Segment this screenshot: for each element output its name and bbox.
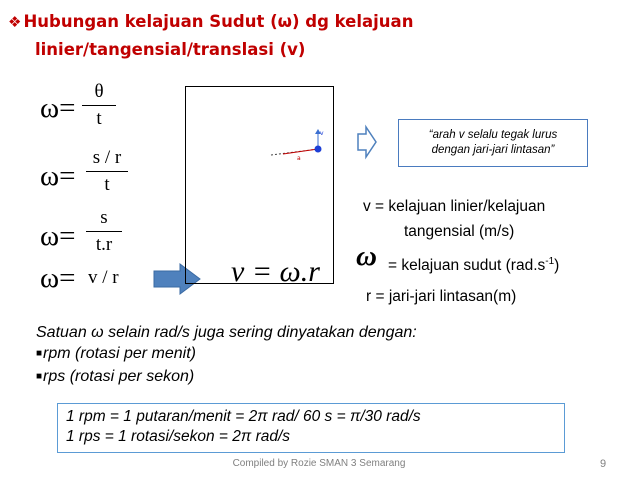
footer-credit: Compiled by Rozie SMAN 3 Semarang: [232, 458, 406, 469]
fraction-numerator: s: [100, 207, 108, 228]
vector-label-a: a: [297, 155, 301, 162]
outline-arrow-icon: [356, 124, 378, 160]
square-bullet-icon: ■: [36, 371, 43, 382]
fraction-denominator: t: [104, 174, 110, 195]
fraction-numerator: θ: [94, 81, 104, 102]
diamond-bullet-icon: ❖: [8, 13, 22, 31]
fraction-bar: [86, 171, 128, 172]
units-note: [36, 322, 417, 389]
callout-line-1: “arah v selalu tegak lurus: [428, 129, 558, 141]
definition-v-line-1: v = kelajuan linier/kelajuan: [363, 198, 546, 215]
fraction-bar: [82, 105, 116, 106]
definition-v-line-2: tangensial (m/s): [404, 223, 515, 240]
fraction-bar: [86, 231, 122, 232]
omega-symbol: ω: [356, 240, 377, 272]
page-number: 9: [600, 458, 607, 470]
conversion-box: [57, 403, 565, 453]
slide-title: [8, 8, 478, 63]
definition-omega-text: = kelajuan sudut (rad.s: [388, 257, 546, 275]
definition-omega: [388, 256, 559, 275]
fraction-s-over-tr: [86, 207, 122, 256]
velocity-vector-diagram: [186, 87, 333, 283]
definition-omega-close: ): [554, 257, 560, 275]
title-line-1: Hubungan kelajuan Sudut (ω) dg kelajuan: [23, 12, 414, 31]
main-formula: v = ω.r: [231, 255, 320, 288]
vector-label-v: v: [320, 130, 324, 137]
title-line-2: linier/tangensial/translasi (v): [35, 40, 306, 59]
note-item-rps-text: rps (rotasi per sekon): [43, 368, 195, 385]
omega-equals-4: ω=: [40, 262, 76, 294]
definition-r: r = jari-jari lintasan(m): [366, 288, 517, 305]
fraction-numerator: s / r: [92, 147, 122, 168]
note-item-rpm: [36, 343, 417, 366]
callout-line-2: dengan jari-jari lintasan”: [431, 144, 555, 156]
fraction-theta-over-t: [82, 81, 116, 130]
omega-equals-1: ω=: [40, 92, 76, 124]
square-bullet-icon: ■: [36, 348, 43, 359]
direction-callout: [398, 119, 588, 167]
v-over-r: v / r: [88, 267, 119, 288]
conversion-rps: 1 rps = 1 rotasi/sekon = 2π rad/s: [66, 428, 291, 445]
fraction-denominator: t: [96, 108, 102, 129]
conversion-rpm: 1 rpm = 1 putaran/menit = 2π rad/ 60 s = π/30 rad/s: [66, 408, 421, 425]
fraction-denominator: t.r: [95, 234, 113, 255]
note-item-rps: [36, 366, 417, 389]
definition-omega-superscript: -1: [545, 256, 555, 267]
note-item-rpm-text: rpm (rotasi per menit): [43, 345, 196, 362]
omega-equals-3: ω=: [40, 220, 76, 252]
fraction-s-over-r-over-t: [86, 147, 128, 196]
omega-equals-2: ω=: [40, 160, 76, 192]
note-line-1: Satuan ω selain rad/s juga sering dinyatakan dengan:: [36, 324, 417, 341]
